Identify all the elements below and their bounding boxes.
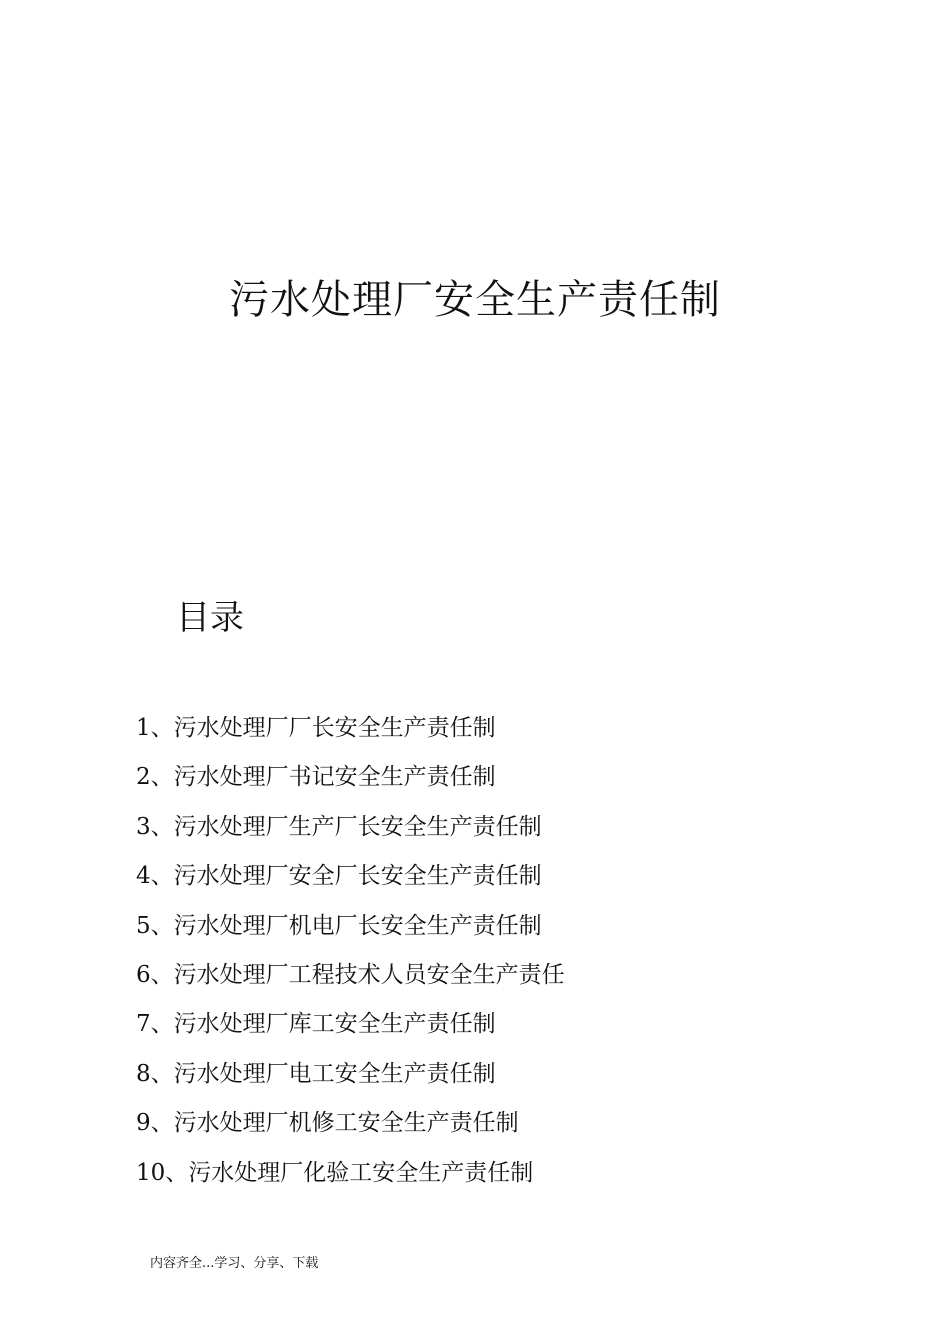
page-footer: 内容齐全...学习、分享、下载 <box>150 1256 319 1271</box>
toc-item: 10、污水处理厂化验工安全生产责任制 <box>136 1159 534 1186</box>
toc-item: 4、污水处理厂安全厂长安全生产责任制 <box>136 863 542 890</box>
toc-item: 9、污水处理厂机修工安全生产责任制 <box>136 1110 519 1137</box>
toc-item: 7、污水处理厂库工安全生产责任制 <box>136 1011 496 1038</box>
toc-item: 1、污水处理厂厂长安全生产责任制 <box>136 715 496 741</box>
toc-heading: 目录 <box>176 598 244 638</box>
toc-item: 2、污水处理厂书记安全生产责任制 <box>136 764 496 791</box>
document-title: 污水处理厂安全生产责任制 <box>229 277 721 323</box>
toc-item: 8、污水处理厂电工安全生产责任制 <box>136 1060 496 1087</box>
toc-list <box>136 708 565 1202</box>
toc-item: 6、污水处理厂工程技术人员安全生产责任 <box>136 961 565 988</box>
toc-item: 5、污水处理厂机电厂长安全生产责任制 <box>136 912 542 939</box>
toc-item: 3、污水处理厂生产厂长安全生产责任制 <box>136 813 542 840</box>
